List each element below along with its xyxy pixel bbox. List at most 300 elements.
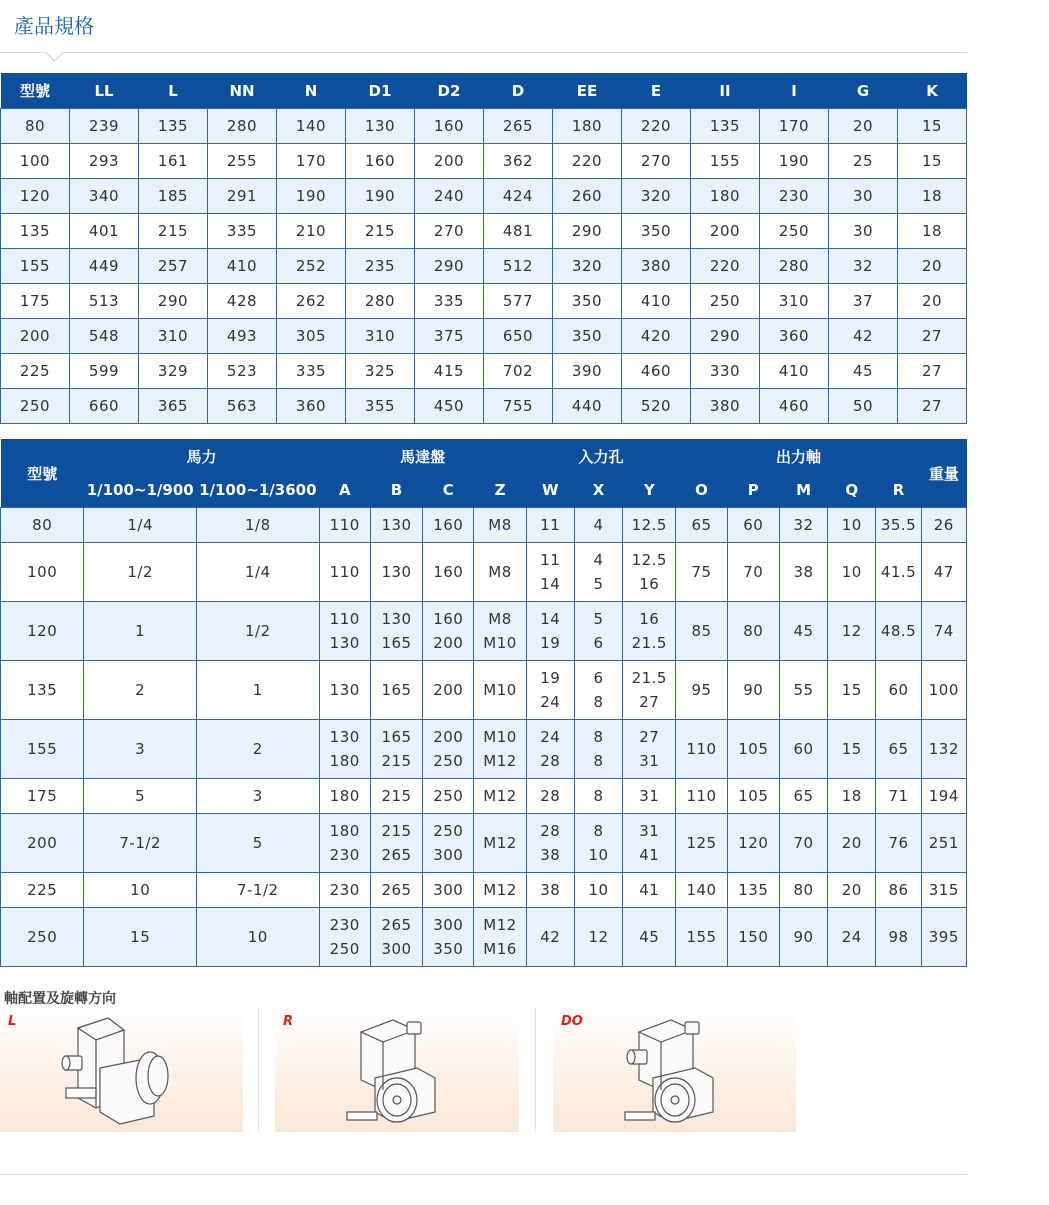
- sub-column-header: X: [574, 473, 622, 508]
- table-cell: 71: [876, 779, 921, 814]
- table-cell: 290: [691, 319, 760, 354]
- table-row: [1, 284, 967, 319]
- table-cell: 41.5: [876, 543, 921, 602]
- table-cell: 290: [553, 214, 622, 249]
- table-cell: 24 28: [526, 720, 574, 779]
- table-cell: 340: [70, 179, 139, 214]
- table-cell: 140: [676, 873, 727, 908]
- table-cell: M8: [474, 543, 526, 602]
- sub-column-header: W: [526, 473, 574, 508]
- table-cell: 47: [921, 543, 966, 602]
- table-cell: 350: [622, 214, 691, 249]
- table-cell: 265: [484, 109, 553, 144]
- table-row: [1, 354, 967, 389]
- column-header: D2: [415, 73, 484, 109]
- diagram-panel-r: [275, 1008, 519, 1132]
- column-header: 型號: [1, 73, 70, 109]
- table-cell: 265: [370, 873, 422, 908]
- table-cell: 250: [423, 779, 474, 814]
- table-cell: 90: [727, 661, 779, 720]
- table-cell: 110: [319, 508, 370, 543]
- table-cell: 45: [623, 908, 676, 967]
- table-cell: 10: [196, 908, 319, 967]
- column-header: D: [484, 73, 553, 109]
- table-cell: 130: [370, 543, 422, 602]
- table-cell: 450: [415, 389, 484, 424]
- table-cell: 19 24: [526, 661, 574, 720]
- sub-column-header: R: [876, 473, 921, 508]
- table-cell: 250: [760, 214, 829, 249]
- table-cell: 160: [423, 543, 474, 602]
- header-input-hole: 入力孔: [526, 439, 676, 473]
- table-cell: 215: [370, 779, 422, 814]
- table-cell: 220: [691, 249, 760, 284]
- header-output-shaft: 出力軸: [676, 439, 921, 473]
- table-cell: 260: [553, 179, 622, 214]
- table-cell: M8: [474, 508, 526, 543]
- table-cell: 10: [84, 873, 197, 908]
- table-row: [1, 319, 967, 354]
- table-cell: 194: [921, 779, 966, 814]
- table-cell: 80: [779, 873, 827, 908]
- table-cell: 135: [691, 109, 760, 144]
- table-cell: 190: [760, 144, 829, 179]
- table-cell: 329: [139, 354, 208, 389]
- table-cell: 449: [70, 249, 139, 284]
- table-cell: 4 5: [574, 543, 622, 602]
- table-cell: 12: [574, 908, 622, 967]
- gear-reducer-left-icon: [0, 1008, 243, 1132]
- table-cell: 215: [139, 214, 208, 249]
- table-cell: 512: [484, 249, 553, 284]
- table-cell: 160 200: [423, 602, 474, 661]
- sub-column-header: Q: [828, 473, 876, 508]
- model-cell: 175: [1, 779, 84, 814]
- table-cell: 27 31: [623, 720, 676, 779]
- table-cell: 8 8: [574, 720, 622, 779]
- table-cell: 31 41: [623, 814, 676, 873]
- table-cell: 1/4: [84, 508, 197, 543]
- column-header: G: [829, 73, 898, 109]
- table-cell: 86: [876, 873, 921, 908]
- table-cell: 415: [415, 354, 484, 389]
- table-cell: 270: [415, 214, 484, 249]
- table-cell: 335: [277, 354, 346, 389]
- footer-divider: [0, 1174, 967, 1175]
- table-cell: 290: [415, 249, 484, 284]
- sub-column-header: C: [423, 473, 474, 508]
- table-cell: 160: [423, 508, 474, 543]
- table-cell: 410: [208, 249, 277, 284]
- table-cell: 130 165: [370, 602, 422, 661]
- table-cell: 60: [727, 508, 779, 543]
- table-cell: 12.5: [623, 508, 676, 543]
- table-cell: 5: [84, 779, 197, 814]
- table-cell: 27: [898, 389, 967, 424]
- table-cell: 100: [921, 661, 966, 720]
- table-cell: 41: [623, 873, 676, 908]
- table-cell: 2: [84, 661, 197, 720]
- table-row: [1, 508, 967, 543]
- table-cell: 650: [484, 319, 553, 354]
- table-cell: 95: [676, 661, 727, 720]
- model-cell: 100: [1, 543, 84, 602]
- table-row: [1, 543, 967, 602]
- table-row: [1, 779, 967, 814]
- table-row: [1, 249, 967, 284]
- spec-table-header-row: [1, 73, 967, 109]
- column-header: D1: [346, 73, 415, 109]
- table-cell: 270: [622, 144, 691, 179]
- model-cell: 100: [1, 144, 70, 179]
- table-cell: 60: [876, 661, 921, 720]
- table-cell: 24: [828, 908, 876, 967]
- model-cell: 120: [1, 602, 84, 661]
- model-cell: 80: [1, 508, 84, 543]
- sub-column-header: P: [727, 473, 779, 508]
- diagram-section-title: 軸配置及旋轉方向: [4, 991, 116, 1007]
- table-cell: 410: [622, 284, 691, 319]
- table-cell: 250 300: [423, 814, 474, 873]
- table-cell: 5: [196, 814, 319, 873]
- table-cell: 15: [898, 144, 967, 179]
- table-cell: 300: [423, 873, 474, 908]
- table-cell: 428: [208, 284, 277, 319]
- table-row: [1, 814, 967, 873]
- sub-column-header: M: [779, 473, 827, 508]
- table-cell: 3: [196, 779, 319, 814]
- model-cell: 250: [1, 389, 70, 424]
- spec-table-dimensions: [0, 73, 967, 424]
- table-cell: 335: [415, 284, 484, 319]
- table-cell: 15: [828, 661, 876, 720]
- table-cell: 280: [208, 109, 277, 144]
- table-cell: 755: [484, 389, 553, 424]
- performance-group-header-row: [1, 439, 967, 473]
- model-cell: 250: [1, 908, 84, 967]
- table-cell: 135: [727, 873, 779, 908]
- table-cell: 28 38: [526, 814, 574, 873]
- table-cell: 310: [139, 319, 208, 354]
- table-cell: 80: [727, 602, 779, 661]
- table-cell: 255: [208, 144, 277, 179]
- table-cell: 16 21.5: [623, 602, 676, 661]
- table-cell: 110: [676, 779, 727, 814]
- table-row: [1, 908, 967, 967]
- table-cell: 31: [623, 779, 676, 814]
- table-cell: 125: [676, 814, 727, 873]
- table-cell: 1/2: [196, 602, 319, 661]
- table-cell: 395: [921, 908, 966, 967]
- table-cell: 493: [208, 319, 277, 354]
- table-cell: 26: [921, 508, 966, 543]
- header-model: 型號: [1, 439, 84, 508]
- model-cell: 200: [1, 319, 70, 354]
- gear-reducer-right-icon: [275, 1008, 519, 1132]
- table-cell: 130: [370, 508, 422, 543]
- table-cell: 20: [828, 873, 876, 908]
- table-cell: M10 M12: [474, 720, 526, 779]
- table-cell: 30: [829, 179, 898, 214]
- sub-column-header: B: [370, 473, 422, 508]
- table-cell: 1: [196, 661, 319, 720]
- table-row: [1, 214, 967, 249]
- table-cell: M10: [474, 661, 526, 720]
- table-cell: 28: [526, 779, 574, 814]
- table-cell: 25: [829, 144, 898, 179]
- table-cell: 65: [779, 779, 827, 814]
- table-cell: 45: [829, 354, 898, 389]
- table-cell: 4: [574, 508, 622, 543]
- table-cell: 10: [828, 543, 876, 602]
- sub-column-header: Z: [474, 473, 526, 508]
- table-cell: 702: [484, 354, 553, 389]
- table-cell: 230 250: [319, 908, 370, 967]
- table-cell: 18: [898, 179, 967, 214]
- table-cell: 130 180: [319, 720, 370, 779]
- table-cell: 110: [319, 543, 370, 602]
- table-cell: 424: [484, 179, 553, 214]
- column-header: LL: [70, 73, 139, 109]
- header-horsepower: 馬力: [84, 439, 319, 473]
- table-cell: 11 14: [526, 543, 574, 602]
- table-cell: 240: [415, 179, 484, 214]
- model-cell: 135: [1, 214, 70, 249]
- table-cell: 520: [622, 389, 691, 424]
- table-cell: 150: [727, 908, 779, 967]
- table-cell: 60: [779, 720, 827, 779]
- table-cell: 155: [676, 908, 727, 967]
- table-cell: 98: [876, 908, 921, 967]
- column-header: II: [691, 73, 760, 109]
- table-cell: 180: [553, 109, 622, 144]
- table-cell: 420: [622, 319, 691, 354]
- table-cell: 110 130: [319, 602, 370, 661]
- table-cell: 20: [829, 109, 898, 144]
- table-cell: 250: [691, 284, 760, 319]
- table-cell: 310: [346, 319, 415, 354]
- table-cell: 65: [876, 720, 921, 779]
- table-cell: 293: [70, 144, 139, 179]
- table-cell: 10: [828, 508, 876, 543]
- table-cell: 3: [84, 720, 197, 779]
- table-cell: 110: [676, 720, 727, 779]
- table-cell: 10: [574, 873, 622, 908]
- sub-column-header: A: [319, 473, 370, 508]
- table-cell: 460: [622, 354, 691, 389]
- table-cell: 390: [553, 354, 622, 389]
- table-cell: M12: [474, 814, 526, 873]
- model-cell: 120: [1, 179, 70, 214]
- table-cell: 42: [829, 319, 898, 354]
- table-cell: 300 350: [423, 908, 474, 967]
- table-cell: 165: [370, 661, 422, 720]
- spec-table-performance: [0, 439, 967, 967]
- table-cell: 32: [829, 249, 898, 284]
- table-cell: 135: [139, 109, 208, 144]
- table-cell: 310: [760, 284, 829, 319]
- sub-column-header: O: [676, 473, 727, 508]
- table-cell: 350: [553, 284, 622, 319]
- table-cell: 320: [553, 249, 622, 284]
- table-cell: 1/8: [196, 508, 319, 543]
- table-cell: 380: [622, 249, 691, 284]
- column-header: EE: [553, 73, 622, 109]
- table-cell: 20: [898, 284, 967, 319]
- table-cell: 42: [526, 908, 574, 967]
- table-cell: 410: [760, 354, 829, 389]
- table-cell: 200 250: [423, 720, 474, 779]
- table-cell: 548: [70, 319, 139, 354]
- table-cell: 15: [898, 109, 967, 144]
- table-cell: 27: [898, 354, 967, 389]
- table-cell: 200: [691, 214, 760, 249]
- table-row: [1, 179, 967, 214]
- table-row: [1, 109, 967, 144]
- table-cell: 563: [208, 389, 277, 424]
- table-cell: 1: [84, 602, 197, 661]
- table-cell: 200: [415, 144, 484, 179]
- panel-label-l: L: [8, 1014, 17, 1029]
- table-cell: 599: [70, 354, 139, 389]
- table-cell: 161: [139, 144, 208, 179]
- table-cell: 170: [277, 144, 346, 179]
- table-cell: 18: [898, 214, 967, 249]
- table-cell: 350: [553, 319, 622, 354]
- panel-divider: [258, 1008, 259, 1132]
- table-cell: 180 230: [319, 814, 370, 873]
- section-title: 產品規格: [14, 14, 94, 38]
- table-cell: 130: [346, 109, 415, 144]
- table-cell: 21.5 27: [623, 661, 676, 720]
- table-cell: 65: [676, 508, 727, 543]
- table-cell: 1/2: [84, 543, 197, 602]
- table-cell: 375: [415, 319, 484, 354]
- title-divider: [0, 52, 967, 53]
- table-cell: 239: [70, 109, 139, 144]
- table-cell: 8 10: [574, 814, 622, 873]
- model-cell: 155: [1, 249, 70, 284]
- table-cell: 660: [70, 389, 139, 424]
- table-cell: 14 19: [526, 602, 574, 661]
- table-cell: 5 6: [574, 602, 622, 661]
- table-cell: 6 8: [574, 661, 622, 720]
- table-cell: 305: [277, 319, 346, 354]
- title-notch-marker: [45, 43, 63, 61]
- table-cell: 252: [277, 249, 346, 284]
- table-cell: 235: [346, 249, 415, 284]
- table-cell: M12 M16: [474, 908, 526, 967]
- table-cell: 320: [622, 179, 691, 214]
- table-cell: 365: [139, 389, 208, 424]
- table-cell: 105: [727, 720, 779, 779]
- table-cell: 55: [779, 661, 827, 720]
- table-cell: 132: [921, 720, 966, 779]
- table-cell: 380: [691, 389, 760, 424]
- table-cell: 90: [779, 908, 827, 967]
- table-cell: 15: [84, 908, 197, 967]
- column-header: L: [139, 73, 208, 109]
- table-cell: 265 300: [370, 908, 422, 967]
- table-cell: 362: [484, 144, 553, 179]
- table-cell: 215: [346, 214, 415, 249]
- table-cell: 251: [921, 814, 966, 873]
- performance-sub-header-row: [1, 473, 967, 508]
- table-cell: 155: [691, 144, 760, 179]
- table-cell: 45: [779, 602, 827, 661]
- table-cell: 220: [622, 109, 691, 144]
- table-cell: 48.5: [876, 602, 921, 661]
- table-row: [1, 144, 967, 179]
- table-cell: 85: [676, 602, 727, 661]
- table-cell: 75: [676, 543, 727, 602]
- column-header: NN: [208, 73, 277, 109]
- model-cell: 135: [1, 661, 84, 720]
- diagram-panel-l: [0, 1008, 243, 1132]
- table-row: [1, 873, 967, 908]
- table-cell: 481: [484, 214, 553, 249]
- header-motor-plate: 馬達盤: [319, 439, 526, 473]
- table-cell: 165 215: [370, 720, 422, 779]
- panel-label-do: DO: [561, 1014, 583, 1029]
- table-cell: 30: [829, 214, 898, 249]
- table-cell: 12.5 16: [623, 543, 676, 602]
- table-cell: 290: [139, 284, 208, 319]
- table-cell: 70: [779, 814, 827, 873]
- table-cell: M8 M10: [474, 602, 526, 661]
- table-cell: 257: [139, 249, 208, 284]
- header-weight: 重量: [921, 439, 966, 508]
- table-cell: 355: [346, 389, 415, 424]
- table-cell: 200: [423, 661, 474, 720]
- diagram-panel-do: [553, 1008, 796, 1132]
- table-cell: 130: [319, 661, 370, 720]
- table-cell: 105: [727, 779, 779, 814]
- panel-divider: [535, 1008, 536, 1132]
- table-cell: 180: [691, 179, 760, 214]
- table-cell: M12: [474, 779, 526, 814]
- table-cell: 160: [346, 144, 415, 179]
- table-cell: 190: [346, 179, 415, 214]
- table-cell: 7-1/2: [84, 814, 197, 873]
- table-cell: 50: [829, 389, 898, 424]
- model-cell: 225: [1, 873, 84, 908]
- table-cell: 401: [70, 214, 139, 249]
- table-cell: 76: [876, 814, 921, 873]
- table-cell: 523: [208, 354, 277, 389]
- model-cell: 155: [1, 720, 84, 779]
- table-cell: 74: [921, 602, 966, 661]
- table-cell: 70: [727, 543, 779, 602]
- table-cell: M12: [474, 873, 526, 908]
- table-cell: 2: [196, 720, 319, 779]
- table-cell: 230: [319, 873, 370, 908]
- table-row: [1, 389, 967, 424]
- column-header: I: [760, 73, 829, 109]
- model-cell: 200: [1, 814, 84, 873]
- table-cell: 230: [760, 179, 829, 214]
- table-cell: 220: [553, 144, 622, 179]
- table-cell: 38: [526, 873, 574, 908]
- table-cell: 27: [898, 319, 967, 354]
- table-cell: 20: [828, 814, 876, 873]
- table-cell: 513: [70, 284, 139, 319]
- table-row: [1, 720, 967, 779]
- table-cell: 1/4: [196, 543, 319, 602]
- model-cell: 225: [1, 354, 70, 389]
- table-cell: 440: [553, 389, 622, 424]
- sub-column-header: Y: [623, 473, 676, 508]
